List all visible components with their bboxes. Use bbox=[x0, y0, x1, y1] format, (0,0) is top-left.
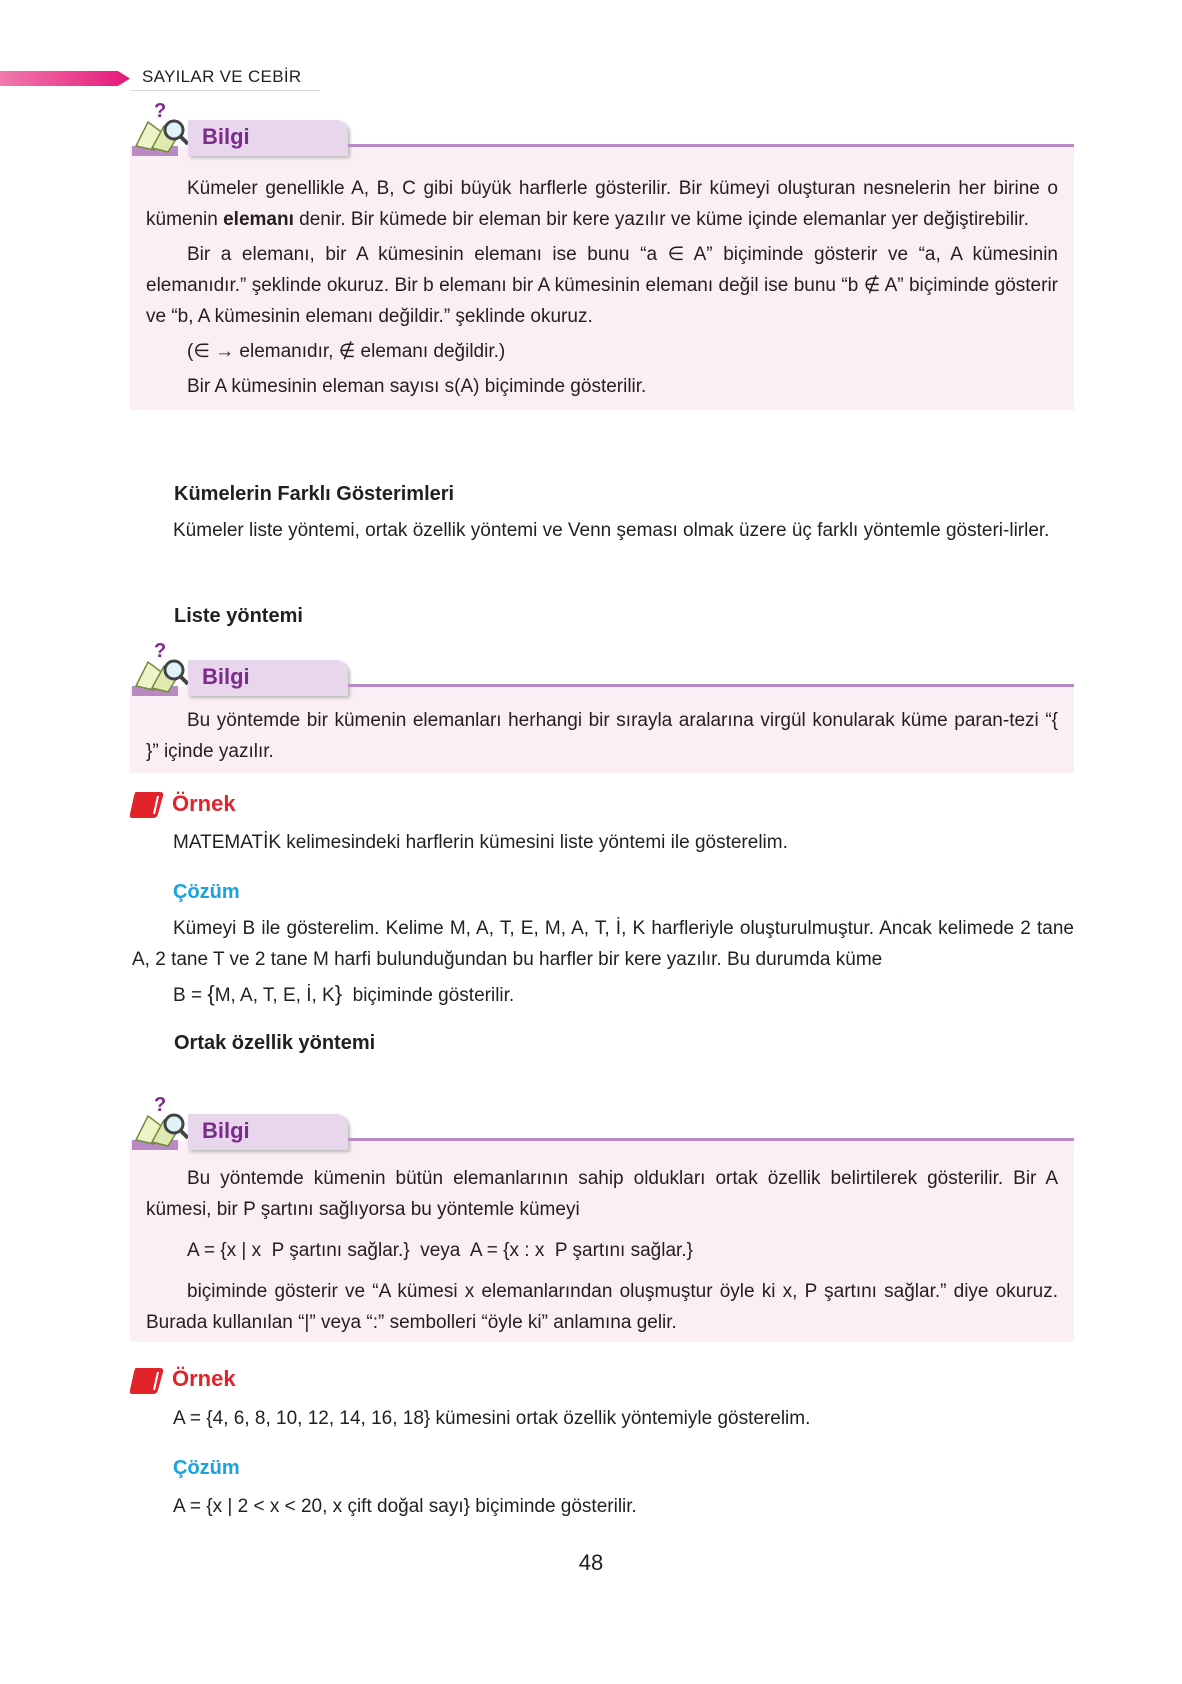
info-formula: A = {x | x P şartını sağlar.} veya A = {x : x P şartını sağlar.} bbox=[187, 1240, 693, 1261]
subsection-title: Ortak özellik yöntemi bbox=[174, 1032, 376, 1054]
info-box-2-body bbox=[130, 687, 1074, 773]
info-box-3-body bbox=[130, 1141, 1074, 1342]
example-question: MATEMATİK kelimesindeki harflerin kümesini liste yöntemi ile gösterelim. bbox=[173, 832, 788, 853]
solution-title: Çözüm bbox=[173, 1457, 240, 1479]
info-paragraph: Bu yöntemde kümenin bütün elemanlarının sahip oldukları ortak özellik belirtilerek gösterilir. Bir A kümesi, bir P şartını sağlıyorsa bu yöntemle kümeyi bbox=[146, 1168, 1058, 1220]
ornek-marker-icon bbox=[130, 792, 164, 818]
info-paragraph: biçiminde gösterir ve “A kümesi x elemanlarından oluşmuştur öyle ki x, P şartını sağlar.” diye okuruz. Burada kullanılan “|” veya “:” sembolleri “öyle ki” anlamına gelir. bbox=[146, 1281, 1058, 1333]
info-box-3 bbox=[130, 1094, 1074, 1342]
info-note: (∈ → elemanıdır, ∉ elemanı değildir.) bbox=[187, 341, 506, 362]
info-paragraph: Bir a elemanı, bir A kümesinin elemanı ise bunu “a ∈ A” biçiminde gösterir ve “a, A kümesinin elemanıdır.” şeklinde okuruz. Bir b elemanı bir A kümesinin elemanı değil ise bunu “b ∉ A” biçiminde gösterir ve “b, A kümesinin elemanı değildir.” şeklinde okuruz. bbox=[146, 244, 1058, 327]
svg-text:?: ? bbox=[154, 640, 167, 662]
info-paragraph: Kümeler genellikle A, B, C gibi büyük harflerle gösterilir. Bir kümeyi oluşturan nesnelerin her birine o kümenin elemanı denir. Bir kümede bir eleman bir kere yazılır ve küme içinde elemanlar yer değiştirebilir. bbox=[146, 178, 1058, 230]
info-box-1 bbox=[130, 100, 1074, 410]
ornek-marker-icon bbox=[130, 1368, 164, 1394]
bilgi-label: Bilgi bbox=[188, 1114, 348, 1150]
bilgi-rule bbox=[348, 144, 1074, 147]
subsection-title: Liste yöntemi bbox=[174, 605, 303, 627]
info-note: Bir A kümesinin eleman sayısı s(A) biçiminde gösterilir. bbox=[187, 376, 647, 397]
solution-set: B = {M, A, T, E, İ, K} biçiminde gösterilir. bbox=[173, 981, 515, 1006]
example-question: A = {4, 6, 8, 10, 12, 14, 16, 18} kümesini ortak özellik yöntemiyle gösterelim. bbox=[173, 1408, 811, 1429]
page-number: 48 bbox=[578, 1550, 604, 1575]
example-title: Örnek bbox=[172, 1366, 236, 1391]
magnifier-book-icon bbox=[130, 640, 192, 700]
magnifier-book-icon bbox=[130, 1094, 192, 1154]
header-accent-bar bbox=[0, 71, 130, 86]
solution-title: Çözüm bbox=[173, 881, 240, 903]
section-header: SAYILAR VE CEBİR bbox=[142, 67, 302, 86]
section-title: Kümelerin Farklı Gösterimleri bbox=[174, 483, 455, 505]
example-title: Örnek bbox=[172, 791, 236, 816]
header-underline bbox=[130, 90, 320, 91]
section-paragraph: Kümeler liste yöntemi, ortak özellik yöntemi ve Venn şeması olmak üzere üç farklı yöntemle gösteri-lirler. bbox=[173, 520, 1050, 541]
info-paragraph: Bu yöntemde bir kümenin elemanları herhangi bir sırayla aralarına virgül konularak küme paran-tezi “{ }” içinde yazılır. bbox=[146, 710, 1058, 762]
bilgi-label: Bilgi bbox=[188, 120, 348, 156]
svg-text:?: ? bbox=[154, 1094, 167, 1116]
svg-text:?: ? bbox=[154, 100, 167, 122]
bilgi-label: Bilgi bbox=[188, 660, 348, 696]
solution-text: A = {x | 2 < x < 20, x çift doğal sayı} biçiminde gösterilir. bbox=[173, 1496, 637, 1517]
solution-paragraph: Kümeyi B ile gösterelim. Kelime M, A, T, E, M, A, T, İ, K harfleriyle oluşturulmuştur. Ancak kelimede 2 tane A, 2 tane T ve 2 tane M harfi bulunduğundan bu harfler bir kere yazılır. Bu durumda küme bbox=[132, 918, 1074, 970]
info-box-2 bbox=[130, 640, 1074, 773]
magnifier-book-icon bbox=[130, 100, 192, 160]
bilgi-rule bbox=[348, 684, 1074, 687]
info-box-1-body bbox=[130, 147, 1074, 410]
bilgi-rule bbox=[348, 1138, 1074, 1141]
